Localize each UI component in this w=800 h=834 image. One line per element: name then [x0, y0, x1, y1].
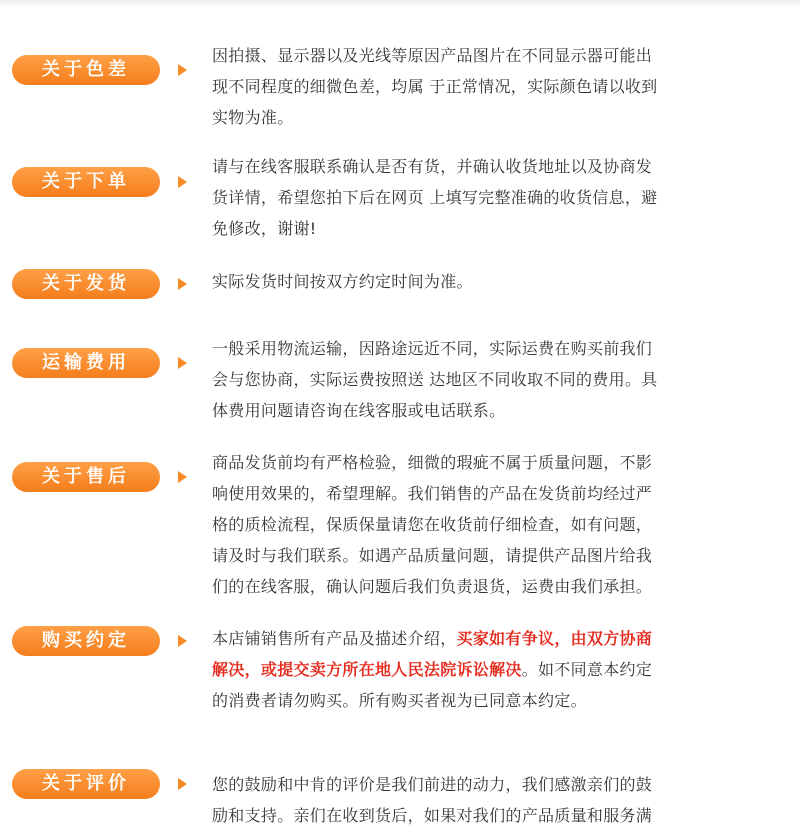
arrow-right-icon [178, 471, 187, 483]
text-normal: 本店铺销售所有产品及描述介绍， [212, 629, 457, 648]
text-line [212, 623, 772, 654]
section-text [212, 447, 772, 602]
text-highlight: 买家如有争议，由双方协商 [456, 629, 653, 648]
text-line: 响使用效果的，希望理解。我们销售的产品在发货前均经过严 [212, 484, 653, 503]
arrow-right-icon [178, 357, 187, 369]
section-text [212, 769, 772, 831]
text-line: 会与您协商，实际运费按照送 达地区不同收取不同的费用。具 [212, 370, 658, 389]
tag-color-difference: 关于色差 [12, 55, 160, 85]
text-normal: 。如不同意本约定 [521, 660, 653, 679]
text-line: 实物为准。 [212, 108, 294, 127]
tag-reviews: 关于评价 [12, 769, 160, 799]
section-text [212, 333, 772, 426]
text-line: 货详情，希望您拍下后在网页 上填写完整准确的收货信息，避 [212, 188, 658, 207]
text-line: 励和支持。亲们在收到货后，如果对我们的产品质量和服务满 [212, 806, 653, 825]
text-line: 格的质检流程，保质保量请您在收货前仔细检查，如有问题， [212, 515, 653, 534]
text-line: 免修改，谢谢! [212, 219, 317, 238]
text-line: 体费用问题请咨询在线客服或电话联系。 [212, 401, 506, 420]
text-line: 们的在线客服，确认问题后我们负责退货，运费由我们承担。 [212, 577, 653, 596]
text-line: 实际发货时间按双方约定时间为准。 [212, 272, 473, 291]
tag-shipping: 关于发货 [12, 269, 160, 299]
arrow-right-icon [178, 778, 187, 790]
arrow-right-icon [178, 635, 187, 647]
tag-freight: 运输费用 [12, 348, 160, 378]
arrow-right-icon [178, 64, 187, 76]
text-line: 请及时与我们联系。如遇产品质量问题，请提供产品图片给我 [212, 546, 653, 565]
text-line: 请与在线客服联系确认是否有货，并确认收货地址以及协商发 [212, 157, 653, 176]
top-shadow [0, 0, 800, 8]
tag-ordering: 关于下单 [12, 167, 160, 197]
text-line: 因拍摄、显示器以及光线等原因产品图片在不同显示器可能出 [212, 46, 653, 65]
text-line: 的消费者请勿购买。所有购买者视为已同意本约定。 [212, 691, 587, 710]
text-line: 您的鼓励和中肯的评价是我们前进的动力，我们感激亲们的鼓 [212, 775, 653, 794]
text-line: 一般采用物流运输，因路途远近不同，实际运费在购买前我们 [212, 339, 653, 358]
text-highlight: 解决，或提交卖方所在地人民法院诉讼解决 [212, 660, 522, 679]
section-text [212, 40, 772, 133]
text-line [212, 654, 772, 685]
text-line: 商品发货前均有严格检验，细微的瑕疵不属于质量问题，不影 [212, 453, 653, 472]
section-text [212, 623, 772, 716]
text-line: 现不同程度的细微色差，均属 于正常情况，实际颜色请以收到 [212, 77, 658, 96]
arrow-right-icon [178, 278, 187, 290]
section-text [212, 151, 772, 244]
tag-after-sales: 关于售后 [12, 462, 160, 492]
tag-purchase-agreement: 购买约定 [12, 626, 160, 656]
arrow-right-icon [178, 176, 187, 188]
section-text [212, 266, 772, 297]
